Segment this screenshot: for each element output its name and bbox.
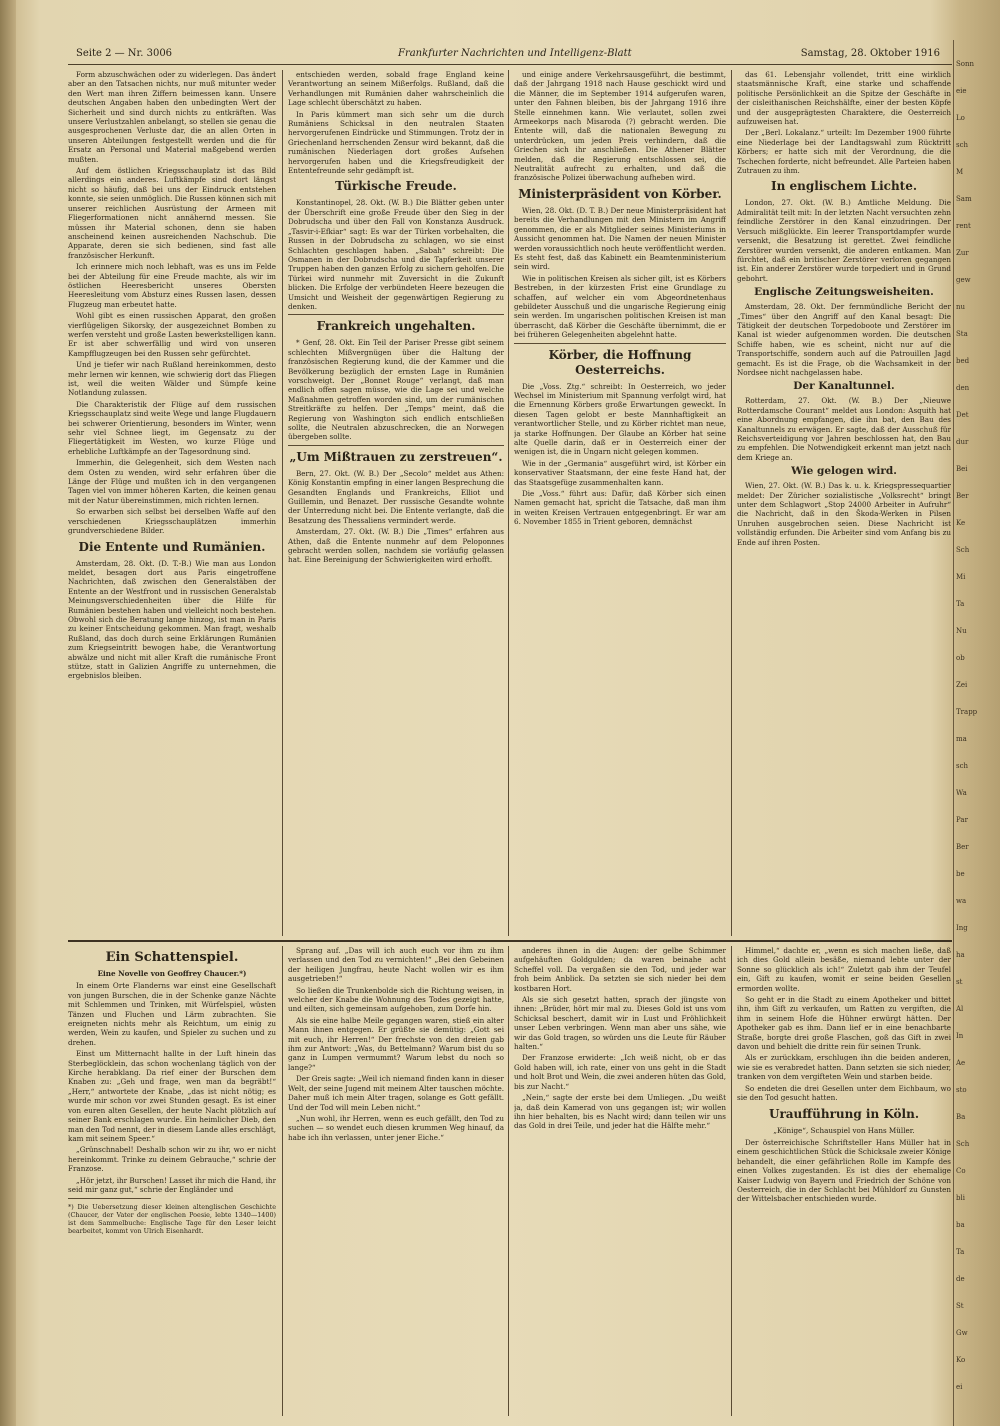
feuilleton-column-1 [68, 946, 276, 1416]
strip-fragment: ei [956, 1383, 963, 1391]
header-page-number: Seite 2 — Nr. 3006 [76, 48, 173, 59]
feuilleton-subtitle: Eine Novelle von Geoffrey Chaucer.*) [97, 969, 247, 978]
paragraph: Konstantinopel, 28. Okt. (W. B.) Die Blätter geben unter der Überschrift eine große Freude über den Sieg in der Dobrudscha und über den Fall von Konstanza Ausdruck. „Tasvir-i-Efkiar“ sagt: Es war der Türken vorbehalten, die Russen in der Dobrudscha zu schlagen, wo sie einst Schlachten geschlagen haben. „Sabah“ schreibt: Die Osmanen in der Dobrudscha und die Tapferkeit unserer Truppen haben den ganzen Erfolg zu sichern geholfen. Die Türkei wird nunmehr mit Zuversicht in die Zukunft blicken. Die Erfolge der verbündeten Heere bezeugen die Umsicht und Weisheit der gegenwärtigen Regierung zu denken. [288, 198, 504, 311]
column-divider [508, 946, 509, 1416]
feuilleton-divider [68, 940, 952, 942]
strip-fragment: rent [956, 222, 971, 230]
strip-fragment: Ing [956, 924, 968, 932]
paragraph: Wie in der „Germania“ ausgeführt wird, ist Körber ein konservativer Staatsmann, der eine feste Hand hat, der das Staatsgefüge zusammenhalten kann. [514, 458, 726, 487]
urauffuehrung-subtitle: „Könige“, Schauspiel von Hans Müller. [773, 1125, 915, 1135]
strip-fragment: den [956, 384, 970, 392]
strip-fragment: Zur [956, 249, 969, 257]
paragraph: So geht er in die Stadt zu einem Apotheker und bittet ihn, ihm Gift zu verkaufen, um Ratten zu vergiften, die ihm in seinem Hofe die Hühner erwürgt hätten. Der Apotheker gab es ihm. Dann lief er in eine benachbarte Straße, borgte drei große Flaschen, goß das Gift in zwei davon und behielt die dritte rein für seinen Trunk. [737, 995, 951, 1052]
strip-fragment: Ke [956, 519, 966, 527]
strip-fragment: Ba [956, 1113, 966, 1121]
paragraph: So ließen die Trunkenbolde sich die Richtung weisen, in welcher der Knabe die Wohnung des Todes gezeigt hatte, und eilten, sich gemeinsam aufgehoben, zum Dorfe hin. [288, 985, 504, 1014]
strip-fragment: Ta [956, 1248, 965, 1256]
strip-fragment: Lo [956, 114, 965, 122]
paragraph: Form abzuschwächen oder zu widerlegen. Das ändert aber an den Tatsachen nichts, nur muß mitunter weder den Wert man ihren Ziffern beimessen kann. Unsere deutschen Angaben haben den unbedingten Wert der Sicherheit und sind durch nichts zu entkräften. Was unsere Verlustzahlen anbelangt, so stellen sie genau die ausgesprochenen Verluste dar, die an allen Orten in unseren Abteilungen festgestellt werden und die für Ersatz an Personal und Material maßgebend werden mußten. [68, 70, 276, 164]
column-divider [508, 70, 509, 936]
headline-gelogen: Wie gelogen wird. [791, 465, 897, 478]
strip-fragment: ha [956, 951, 965, 959]
strip-fragment: Nu [956, 627, 967, 635]
paragraph: Als er zurückkam, erschlugen ihn die beiden anderen, wie sie es verabredet hatten. Dann setzten sie sich nieder, tranken von dem vergifteten Wein und starben beide. [737, 1053, 951, 1082]
paragraph: Rotterdam, 27. Okt. (W. B.) Der „Nieuwe Rotterdamsche Courant“ meldet aus London: Asquith hat eine Abordnung empfangen, die ihn bat, den Bau des Kanaltunnels zu erwägen. Er sagte, daß der Ausschuß für Reichsverteidigung vor Jahren beschlossen hat, den Bau zu empfehlen. Die Notwendigkeit erkennt man jetzt nach dem Kriege an. [737, 396, 951, 462]
paragraph: Auf dem östlichen Kriegsschauplatz ist das Bild allerdings ein anderes. Luftkämpfe sind dort längst nicht so häufig, daß bei uns der Eindruck entstehen konnte, sie seien unmöglich. Die Russen können sich mit unserer reichlichen Ausrüstung der Armeen mit Fliegerformationen nicht annähernd messen. Sie müssen ihr Material schonen, denn sie haben anscheinend keinen ausreichenden Nachschub. Die Apparate, deren sie sich bedienen, sind fast alle französischer Herkunft. [68, 166, 276, 260]
paragraph: Amsterdam, 27. Okt. (W. B.) Die „Times“ erfahren aus Athen, daß die Entente nunmehr auf dem Peloponnes gebracht werden sollen, nachdem sie vorläufig gelassen hat. Eine Bereinigung der Schwierigkeiten wird erhofft. [288, 527, 504, 565]
strip-fragment: ma [956, 735, 967, 743]
feuilleton-column-3 [514, 946, 726, 1416]
paragraph: Ich erinnere mich noch lebhaft, was es uns im Felde bei der Abteilung für eine Freude machte, als wir im östlichen Heeresbericht unseres Obersten Heeresleitung vom Absturz eines Russen lasen, dessen Flugzeug man erbeutet hatte. [68, 262, 276, 309]
adjacent-page-strip [956, 60, 1000, 1420]
strip-fragment: sch [956, 762, 969, 770]
headline-tuerkische-freude: Türkische Freude. [335, 179, 457, 194]
headline-misstrauen: „Um Mißtrauen zu zerstreuen“. [289, 449, 503, 464]
strip-fragment: wa [956, 897, 967, 905]
paragraph: Der Franzose erwiderte: „Ich weiß nicht, ob er das Gold haben will, ich rate, einer von uns geht in die Stadt und holt Brot und Wein, die zwei anderen hüten das Gold, bis zur Nacht.“ [514, 1053, 726, 1091]
strip-fragment: Zei [956, 681, 968, 689]
paragraph: „Grünschnabel! Deshalb schon wir zu ihr, wo er nicht hereinkommt. Trinke zu deinem Gebrauche,“ schrie der Franzose. [68, 1145, 276, 1174]
column-divider [731, 70, 732, 936]
strip-fragment: Bei [956, 465, 968, 473]
strip-fragment: Gw [956, 1329, 968, 1337]
strip-fragment: Par [956, 816, 968, 824]
paragraph: Und je tiefer wir nach Rußland hereinkommen, desto mehr lernen wir kennen, wie schwierig dort das Fliegen ist, weil die weiten Wälder und Sümpfe keine Notlandung zulassen. [68, 360, 276, 398]
strip-fragment: Sch [956, 1140, 970, 1148]
strip-fragment: de [956, 1275, 965, 1283]
headline-urauffuehrung: Uraufführung in Köln. [768, 1106, 920, 1121]
strip-fragment: Sam [956, 195, 972, 203]
paragraph: Wohl gibt es einen russischen Apparat, den großen vierflügeligen Sikorsky, der ausgezeichnet Bomben zu werfen versteht und große Lasten bewerkstelligen kann. Er ist aber schwerfällig und wird von unseren Kampfflugzeugen bei den Russen sehr gefürchtet. [68, 311, 276, 358]
strip-fragment: Sonn [956, 60, 975, 68]
column-divider [282, 70, 283, 936]
paragraph: In Paris kümmert man sich sehr um die durch Rumäniens Schicksal in den neutralen Staaten hervorgerufenen Eindrücke und Stimmungen. Trotz der in Griechenland herrschenden Zensur wird bekannt, daß die rumänischen Niederlagen dort großes Aufsehen hervorgerufen haben und die Kriegsfreudigkeit der Ententefreunde sehr gedämpft ist. [288, 109, 504, 176]
headline-entente: Die Entente und Rumänien. [78, 539, 266, 554]
paragraph: Als sie eine halbe Meile gegangen waren, stieß ein alter Mann ihnen entgegen. Er grüßte sie demütig: „Gott sei mit euch, ihr Herren!“ Der frechste von den dreien gab ihm zur Antwort: „Was, du Bettelmann? Warum bist du so ganz in Lumpen vermummt? Warum lebst du noch so lange?“ [288, 1015, 504, 1072]
strip-fragment: dur [956, 438, 969, 446]
strip-fragment: be [956, 870, 965, 878]
page-header [68, 44, 952, 65]
footnote-rule [68, 1198, 151, 1199]
strip-fragment: bed [956, 357, 970, 365]
paragraph: * Genf, 28. Okt. Ein Teil der Pariser Presse gibt seinem schlechten Mißvergnügen über die Haltung der französischen Regierung kund, die der Kammer und die Bevölkerung bezüglich der ernsten Lage in Rumänien vorschweigt. Der „Bonnet Rouge“ verlangt, daß man endlich offen sagen müsse, wie die Lage sei und welche Maßnahmen getroffen worden sind, um der rumänischen Streitkräfte zu helfen. Der „Temps“ meint, daß die Regierung von Washington sich endlich entschließen sollte, die Neutralen abzuschrecken, die an Norwegen übergeben sollte. [288, 338, 504, 442]
strip-fragment: Ta [956, 600, 965, 608]
feuilleton-footnote: *) Die Uebersetzung dieser kleinen altenglischen Geschichte (Chaucer, der Vater der englischen Poesie, lebte 1340—1400) ist dem Sammelbuche: Englische Tage für den Leser leicht bearbeitet, kommt von Ulrich Eisenhardt. [68, 1203, 276, 1236]
headline-frankreich: Frankreich ungehalten. [316, 319, 476, 334]
strip-fragment: nu [956, 303, 966, 311]
paragraph: entschieden werden, sobald frage England keine Verantwortung an seinem Mißerfolgs. Rußland, daß die Verhandlungen mit Rumänien daher wahrscheinlich die Lage schlecht überschätzt zu haben. [288, 70, 504, 108]
headline-kanaltunnel: Der Kanaltunnel. [793, 380, 895, 393]
strip-fragment: M [956, 168, 964, 176]
paragraph: Wien, 28. Okt. (D. T. B.) Der neue Ministerpräsident hat bereits die Verhandlungen mit den Ministern im Angriff genommen, die er als Mitglieder seines Ministeriums in Aussicht genommen hat. Die Namen der neuen Minister werden voraussichtlich noch heute veröffentlicht werden. Es steht fest, daß das Kabinett ein Beamtenministerium sein wird. [514, 205, 726, 272]
paragraph: „Nun wohl, ihr Herren, wenn es euch gefällt, den Tod zu suchen — so wendet euch diesen krummen Weg hinauf, da habe ich ihn verlassen, unter jener Eiche.“ [288, 1113, 504, 1142]
strip-fragment: Co [956, 1167, 966, 1175]
paragraph: Der „Berl. Lokalanz.“ urteilt: Im Dezember 1900 führte eine Niederlage bei der Landtagswahl zum Rücktritt Körbers; er hatte sich mit der Verordnung, die die Tschechen forderte, nicht befreundet. Alle Parteien haben Zutrauen zu ihm. [737, 128, 951, 176]
paragraph: Wien, 27. Okt. (W. B.) Das k. u. k. Kriegspressequartier meldet: Der Züricher sozialistische „Volksrecht“ bringt unter dem Schlagwort „Stop 24000 Arbeiter in Aufruhr“ die Nachricht, daß in den Škoda-Werken in Pilsen Unruhen ausgebrochen seien. Diese Nachricht ist vollständig erfunden. Die Arbeiter sind vom Anfang bis zu Ende auf ihren Posten. [737, 481, 951, 547]
strip-fragment: Sch [956, 546, 970, 554]
headline-koerber-hoffnung: Körber, die Hoffnung Oesterreichs. [548, 347, 692, 377]
strip-fragment: Ber [956, 492, 969, 500]
strip-fragment: Sta [956, 330, 968, 338]
column-divider [282, 946, 283, 1416]
paragraph: So erwarben sich selbst bei derselben Waffe auf den verschiedenen Kriegsschauplätzen immerhin grundverschiedene Bilder. [68, 507, 276, 536]
headline-ministerpraesident: Ministerpräsident von Körber. [518, 186, 722, 201]
header-masthead: Frankfurter Nachrichten und Intelligenz-Blatt [398, 48, 632, 59]
paragraph: Immerhin, die Gelegenheit, sich dem Westen nach dem Osten zu wenden, wird sehr erfahren über die Länge der Flüge und mußten ich in den vergangenen Tagen viel von immer höheren Karten, die keinen genau mit der Natur übereinstimmen, mich richten lernen. [68, 458, 276, 505]
strip-fragment: Ae [956, 1059, 966, 1067]
strip-fragment: St [956, 1302, 964, 1310]
strip-fragment: gew [956, 276, 971, 284]
paragraph: Amsterdam, 28. Okt. Der fernmündliche Bericht der „Times“ über den Angriff auf den Kanal besagt: Die Tätigkeit der deutschen Torpedoboote und Zerstörer im Kanal ist wieder aufgenommen worden. Die deutschen Schiffe haben, wie es scheint, nicht nur auf die Transportschiffe, sondern auch auf die Patrouillen Jagd gemacht. Es ist die Frage, ob die Wachsamkeit in der Nordsee nicht nachgelassen habe. [737, 302, 951, 377]
paragraph: Einst um Mitternacht hallte in der Luft hinein das Sterbeglöcklein, das schon wochenlang täglich von der Kirche herabklang. Da rief einer der Burschen dem Knaben zu: „Geh und frage, wen man da begräbt!“ „Herr,“ antwortete der Knabe, „das ist nicht nötig; es wurde mir schon vor zwei Stunden gesagt. Es ist einer von euren alten Gesellen, der heute Nacht plötzlich auf seiner Bank erschlagen wurde. Ein heimlicher Dieb, den man den Tod nennt, der in diesem Lande alles erschlägt, kam mit seinem Speer.“ [68, 1049, 276, 1143]
paragraph: Der Greis sagte: „Weil ich niemand finden kann in dieser Welt, der seine Jugend mit meinem Alter tauschen möchte. Daher muß ich mein Alter tragen, solange es Gott gefällt. Und der Tod will mein Leben nicht.“ [288, 1074, 504, 1112]
paragraph: Die „Voss.“ führt aus: Dafür, daß Körber sich einen Namen gemacht hat, spricht die Tatsache, daß man ihm in weiten Kreisen Vertrauen entgegenbringt. Er war am 6. November 1855 in Trient geboren, demnächst [514, 489, 726, 527]
section-divider [514, 343, 726, 344]
paragraph: Als sie sich gesetzt hatten, sprach der jüngste von ihnen: „Brüder, hört mir mal zu. Dieses Gold ist uns vom Schicksal beschert, damit wir in Lust und Fröhlichkeit unser Leben verbringen. Wenn man aber uns sähe, wie wir das Gold tragen, so würden uns die Leute für Räuber halten.“ [514, 995, 726, 1052]
strip-fragment: Det [956, 411, 969, 419]
headline-zeitungsweisheiten: Englische Zeitungsweisheiten. [754, 286, 934, 299]
strip-fragment: Al [956, 1005, 964, 1013]
paragraph: Sprang auf. „Das will ich auch euch vor ihm zu ihm verlassen und den Tod zu vernichten!“ „Bei den Gebeinen der heiligen Jungfrau, heute Nacht wollen wir es ihm ausgetrieben!“ [288, 946, 504, 984]
paragraph: das 61. Lebensjahr vollendet, tritt eine wirklich staatsmännische Kraft, eine starke und schaffende politische Persönlichkeit an die Spitze der Geschäfte in der cisleithanischen Reichshälfte, einer der besten Köpfe und der ausgeprägtesten Charaktere, die Oesterreich aufzuweisen hat. [737, 70, 951, 127]
paragraph: Die Charakteristik der Flüge auf dem russischen Kriegsschauplatz sind weite Wege und lange Flugdauern bei schwerer Orientierung, besonders im Winter, wenn sehr viel Schnee liegt, im Gegensatz zu der Fliegertätigkeit im Westen, wo kurze Flüge und erhebliche Luftkämpfe an der Tagesordnung sind. [68, 399, 276, 456]
strip-fragment: Ber [956, 843, 969, 851]
feuilleton-column-4 [737, 946, 951, 1416]
strip-fragment: ba [956, 1221, 965, 1229]
column-4 [737, 70, 951, 930]
strip-fragment: sto [956, 1086, 967, 1094]
section-divider [288, 314, 504, 315]
paragraph: Der österreichische Schriftsteller Hans Müller hat in einem geschichtlichen Stück die Schicksale zweier Könige behandelt, die einer gefährlichen Rolle im Kampfe des einen Volkes zugestanden. Es ist dies der ehemalige Kaiser Ludwig von Bayern und Friedrich der Schöne von Oesterreich, die in der Schlacht bei Mühldorf zu Gunsten der Wittelsbacher entschieden wurde. [737, 1137, 951, 1204]
strip-fragment: ob [956, 654, 965, 662]
strip-fragment: Ko [956, 1356, 966, 1364]
column-3 [514, 70, 726, 930]
paragraph: So endeten die drei Gesellen unter dem Eichbaum, wo sie den Tod gesucht hatten. [737, 1083, 951, 1103]
feuilleton-title: Ein Schattenspiel. [105, 950, 239, 965]
binding-shadow [0, 0, 16, 1426]
strip-fragment: Wa [956, 789, 967, 797]
page-edge [953, 40, 954, 1426]
strip-fragment: st [956, 978, 963, 986]
paragraph: In einem Orte Flanderns war einst eine Gesellschaft von jungen Burschen, die in der Schenke ganze Nächte mit Schlemmen und Trinken, mit Würfelspiel, wüsten Tänzen und Fluchen und Lärm zubrachten. Sie ereigneten nichts mehr als Reichtum, um einig zu werden, Wein zu kaufen, und Spieler zu suchen und zu drehen. [68, 981, 276, 1047]
feuilleton-column-2 [288, 946, 504, 1416]
paragraph: Die „Voss. Ztg.“ schreibt: In Oesterreich, wo jeder Wechsel im Ministerium mit Spannung verfolgt wird, hat die Ernennung Körbers große Erwartungen geweckt. In diesen Tagen gelobt er beste Mannhaftigkeit an verantwortlicher Stelle, und zu Körber richtet man neue, ja starke Hoffnungen. Der Glaube an Körber hat seine alte Quelle darin, daß er in Oesterreich einer der wenigen ist, die in Ungarn nicht gelegen kommen. [514, 381, 726, 457]
strip-fragment: In [956, 1032, 964, 1040]
paragraph: „Nein,“ sagte der erste bei dem Umliegen. „Du weißt ja, daß dein Kamerad von uns gegangen ist; wir wollen ihn hier behalten, bis es Nacht wird; dann teilen wir uns das Gold in drei Teile, und jeder hat die Hälfte mehr.“ [514, 1093, 726, 1131]
strip-fragment: Trapp [956, 708, 978, 716]
section-divider [288, 445, 504, 446]
paragraph: „Hör jetzt, ihr Burschen! Lasset ihr mich die Hand, ihr seid mir ganz gut,“ schrie der Engländer und [68, 1175, 276, 1194]
strip-fragment: bli [956, 1194, 965, 1202]
paragraph: London, 27. Okt. (W. B.) Amtliche Meldung. Die Admiralität teilt mit: In der letzten Nacht versuchten zehn feindliche Zerstörer in den Kanal einzudringen. Der Versuch mißglückte. Ein leerer Transportdampfer wurde versenkt, die Besatzung ist gerettet. Zwei feindliche Zerstörer wurden versenkt, die anderen entkamen. Man fürchtet, daß ein britischer Zerstörer verloren gegangen ist. Ein anderer Zerstörer wurde torpediert und in Grund gebohrt. [737, 198, 951, 283]
column-2 [288, 70, 504, 930]
paragraph: anderes ihnen in die Augen: der gelbe Schimmer aufgehäuften Goldgulden; da waren beinahe acht Scheffel voll. Da vergaßen sie den Tod, und jeder war froh beim Anblick. Da setzten sie sich nieder bei dem kostbaren Hort. [514, 946, 726, 993]
header-date: Samstag, 28. Oktober 1916 [800, 48, 940, 59]
headline-englischem-lichte: In englischem Lichte. [770, 179, 918, 194]
strip-fragment: eie [956, 87, 967, 95]
paragraph: und einige andere Verkehrsausgeführt, die bestimmt, daß der Jahrgang 1918 nach Hause geschickt wird und die Männer, die im September 1914 aufgerufen waren, unter den Fahnen bleiben, bis der Jahrgang 1916 ihre Stelle einnehmen kann. Wie verlautet, sollen zwei Armeekorps nach Misaroda (?) gebracht werden. Die Entente will, daß die nationalen Bewegung zu unterdrücken, um jeden Preis verhindern, daß die Griechen sich ihr anschließen. Die Athener Blätter melden, daß die Regierung entschlossen sei, die Neutralität aufrecht zu erhalten, und daß die französische Polizei überwachung aufheben wird. [514, 70, 726, 183]
paragraph: Himmel,“ dachte er, „wenn es sich machen ließe, daß ich dies Gold allein besäße, niemand lebte unter der Sonne so glücklich als ich!“ Zuletzt gab ihm der Teufel ein, Gift zu kaufen, womit er seine beiden Gesellen ermorden wollte. [737, 946, 951, 993]
column-divider [731, 946, 732, 1416]
strip-fragment: Mi [956, 573, 966, 581]
strip-fragment: sch [956, 141, 969, 149]
paragraph: Bern, 27. Okt. (W. B.) Der „Secolo“ meldet aus Athen: König Konstantin empfing in einer langen Besprechung die Gesandten Englands und Frankreichs, Elliot und Guillemin, und Benazet. Der russische Gesandte wohnte der Unterredung nicht bei. Die Entente verlangte, daß die Besatzung des Thessaliens vermindert werde. [288, 468, 504, 525]
paragraph: Amsterdam, 28. Okt. (D. T.-B.) Wie man aus London meldet, besagen dort aus Paris eingetroffene Nachrichten, daß zwischen den Generalstäben der Entente an der Westfront und in russischen Generalstab Meinungsverschiedenheiten über die Hilfe für Rumänien bestehen haben und vielleicht noch bestehen. Obwohl sich die Beratung lange hinzog, ist man in Paris zu keiner Entscheidung gekommen. Man fragt, weshalb Rußland, das doch durch seine Erklärungen Rumänien zum Kriegseintritt bewogen habe, die Verantwortung abwälze und nicht mit aller Kraft die rumänische Front stütze, statt in Galizien Angriffe zu unternehmen, die ergebnislos bleiben. [68, 558, 276, 681]
column-1 [68, 70, 276, 930]
paragraph: Wie in politischen Kreisen als sicher gilt, ist es Körbers Bestreben, in der kürzesten Frist eine Grundlage zu schaffen, auf welcher ein vom Abgeordnetenhaus gebildeter Ausschuß und die ungarische Regierung einig sein werden. Im ungarischen politischen Kreisen ist man überrascht, daß Körber die Geschäfte übernimmt, die er bei früheren Gelegenheiten abgelehnt hatte. [514, 273, 726, 340]
